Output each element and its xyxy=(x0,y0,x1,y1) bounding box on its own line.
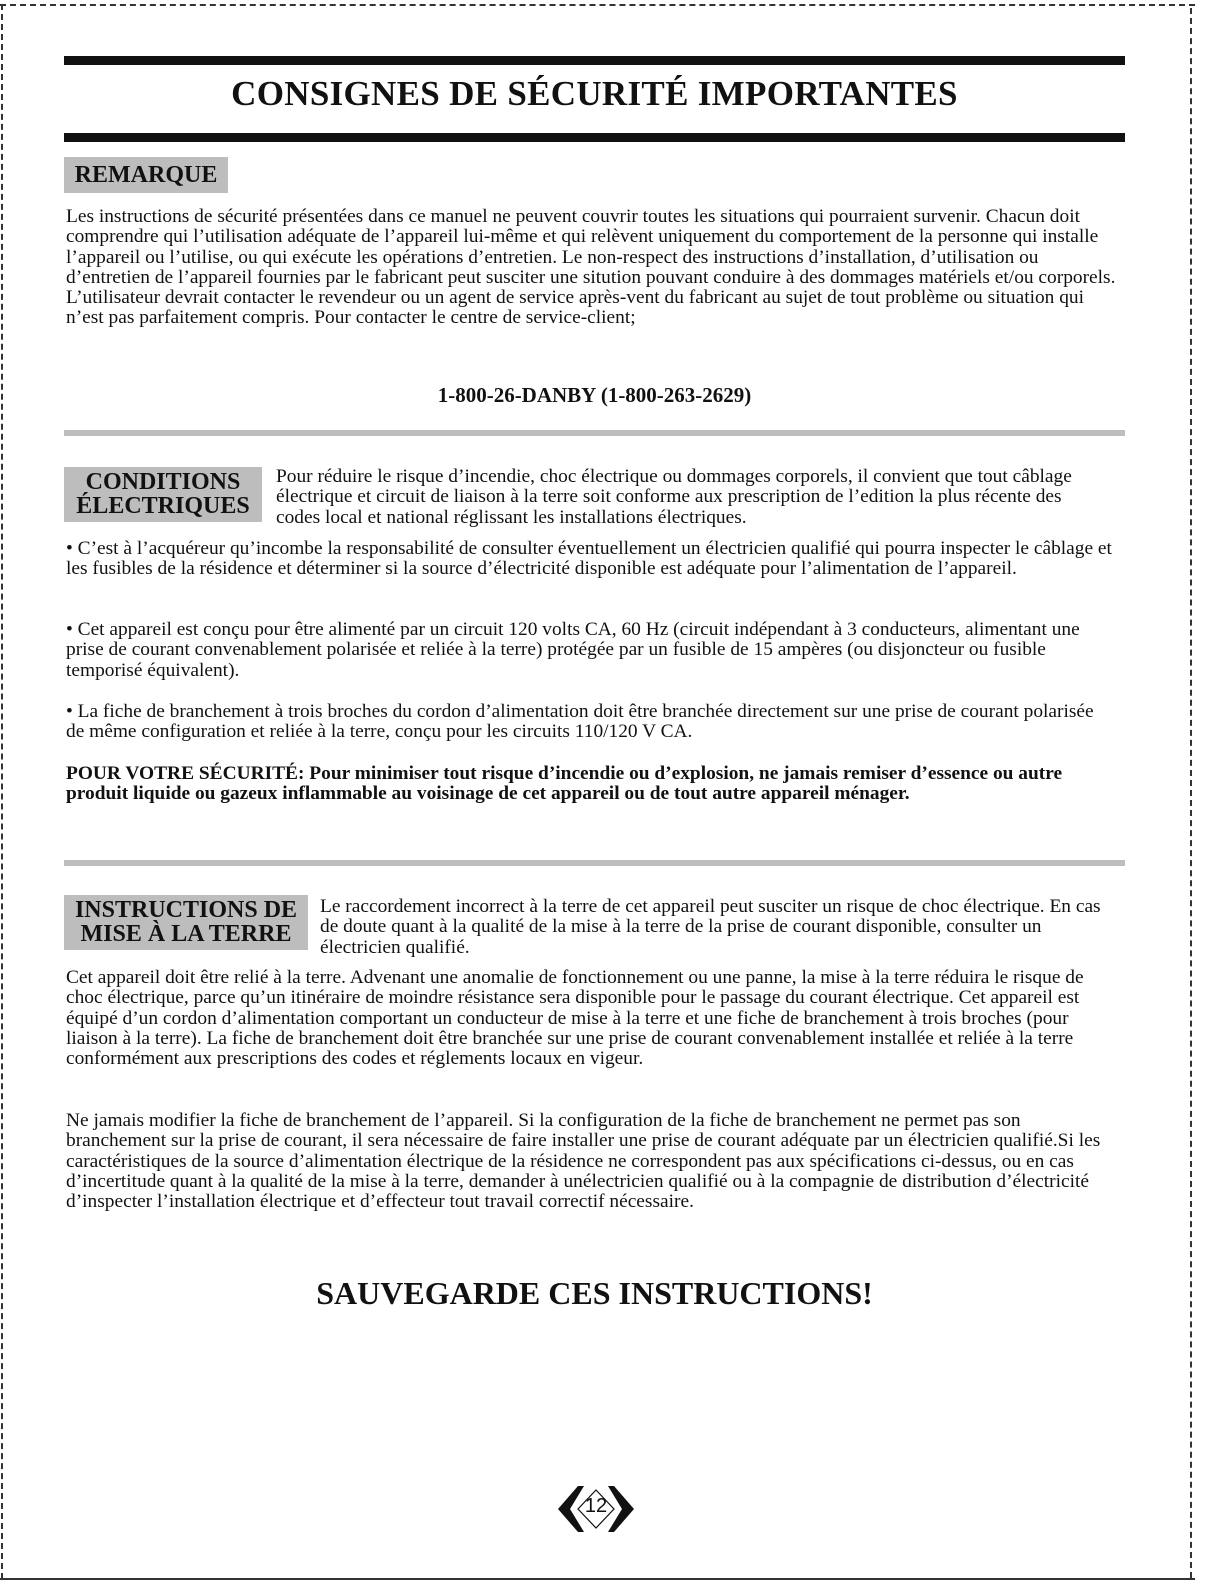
grounding-label: INSTRUCTIONS DE MISE À LA TERRE xyxy=(64,895,308,950)
conditions-intro: Pour réduire le risque d’incendie, choc électrique ou dommages corporels, il convient que tout câblage électrique et circuit de liaison à la terre soit conforme aux prescription de l’edition la plus récente des codes local et national réglissant les installations électriques. xyxy=(276,466,1072,528)
page-title: CONSIGNES DE SÉCURITÉ IMPORTANTES xyxy=(231,74,958,113)
cut-line-left xyxy=(1,4,3,1579)
safety-warning: POUR VOTRE SÉCURITÉ: Pour minimiser tout risque d’incendie ou d’explosion, ne jamais remiser d’essence ou autre produit liquide ou gazeux inflammable au voisinage de cet appareil ou de tout autre appareil ménager. xyxy=(66,763,1063,805)
page-number: 12 xyxy=(584,1495,608,1517)
remarque-text: Les instructions de sécurité présentées dans ce manuel ne peuvent couvrir toutes les situations qui pourraient survenir. Chacun doit comprendre qui l’utilisation adéquate de l’appareil lui-même et qui relèvent uniquement du comportement de la personne qui installe l’appareil ou l’utilise, ou qui exécute les opérations d’entretien. Le non-respect des instructions d’installation, d’utilisation ou d’entretien de l’appareil fournies par le fabricant peut susciter une sitution pouvant conduire à des dommages matériels et/ou corporels. L’utilisateur devrait contacter le revendeur ou un agent de service après-vent du fabricant au sujet de tout problème ou situation qui n’est pas parfaitement compris. Pour contacter le centre de service-client; xyxy=(66,206,1116,329)
conditions-bullet-3: • La fiche de branchement à trois broches du cordon d’alimentation doit être branchée directement sur une prise de courant polarisée de même configuration et reliée à la terre, conçu pour les circuits 110/120 V CA. xyxy=(66,701,1094,743)
conditions-bullet-1: • C’est à l’acquéreur qu’incombe la responsabilité de consulter éventuellement un électricien qualifié qui pourra inspecter le câblage et les fusibles de la résidence et déterminer si la source d’électricité disponible est adéquate pour l’alimentation de l’appareil. xyxy=(66,538,1112,580)
grounding-paragraph-1: Cet appareil doit être relié à la terre. Advenant une anomalie de fonctionnement ou une panne, la mise à la terre réduira le risque de choc électrique, parce qu’un itinéraire de moindre résistance sera disponible pour le passage du courant électrique. Cet appareil est équipé d’un cordon d’alimentation comportant un conducteur de mise à la terre et une fiche de branchement à trois broches (pour liaison à la terre). La fiche de branchement doit être branchée sur une prise de courant convenablement installée et reliée à la terre conformément aux prescriptions des codes et réglements locaux en vigeur. xyxy=(66,967,1084,1070)
section-divider-2 xyxy=(64,860,1125,866)
title-rule-top xyxy=(64,56,1125,65)
grounding-intro: Le raccordement incorrect à la terre de cet appareil peut susciter un risque de choc électrique. En cas de doute quant à la qualité de la mise à la terre de la prise de courant disponible, consulter un électricien qualifié. xyxy=(320,896,1101,958)
page-bottom-edge xyxy=(0,1578,1195,1580)
save-instructions-heading: SAUVEGARDE CES INSTRUCTIONS! xyxy=(316,1275,873,1311)
cut-line-top xyxy=(0,4,1195,6)
title-rule-bottom xyxy=(64,133,1125,142)
grounding-paragraph-2: Ne jamais modifier la fiche de branchement de l’appareil. Si la configuration de la fiche de branchement ne permet pas son branchement sur la prise de courant, il sera nécessaire de faire installer une prise de courant adéquate par un électricien qualifié.Si les caractéristiques de la source d’alimentation électrique de la résidence ne correspondent pas aux spécifications ci-dessus, ou en cas d’incertitude quant à la qualité de la mise à la terre, demander à unélectricien qualifié ou à la compagnie de distribution d’électricité d’inspecter l’installation électrique et d’effecteur tout travail correctif nécessaire. xyxy=(66,1110,1101,1213)
cut-line-right xyxy=(1190,8,1192,1578)
page-number-badge xyxy=(558,1486,634,1532)
conditions-bullet-2: • Cet appareil est conçu pour être alimenté par un circuit 120 volts CA, 60 Hz (circuit indépendant à 3 conducteurs, alimentant une prise de courant convenablement polarisée et reliée à la terre) protégée par un fusible de 15 ampères (ou disjoncteur ou fusible temporisé équivalent). xyxy=(66,619,1080,681)
section-divider-1 xyxy=(64,430,1125,436)
conditions-label: CONDITIONS ÉLECTRIQUES xyxy=(64,467,262,522)
service-phone: 1-800-26-DANBY (1-800-263-2629) xyxy=(437,383,752,407)
remarque-label: REMARQUE xyxy=(64,157,228,193)
